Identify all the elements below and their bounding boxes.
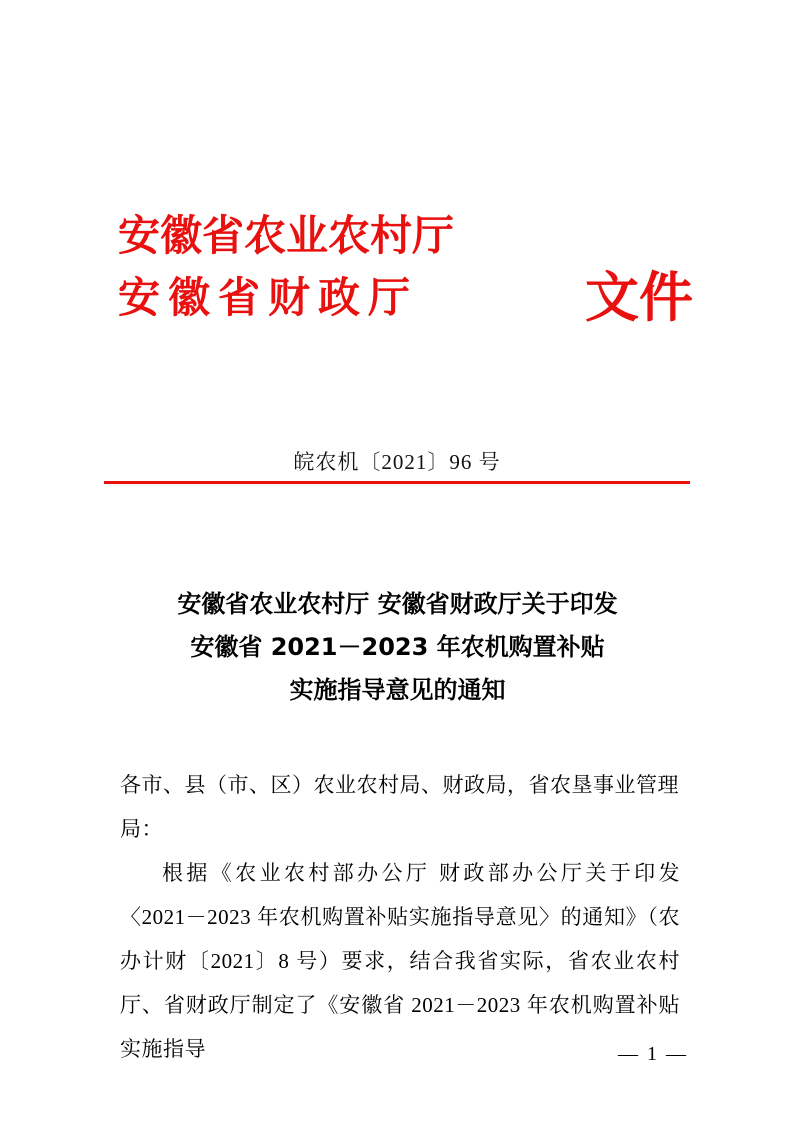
document-title (110, 583, 685, 712)
title-line-1: 安徽省农业农村厅 安徽省财政厅关于印发 (177, 590, 618, 618)
addressee-line-1: 各市、县（市、区）农业农村局、财政局，省农垦事业管理 (120, 773, 679, 797)
letterhead-line-1: 安徽省农业农村厅 (118, 211, 455, 260)
addressee-line-2: 局： (120, 817, 163, 841)
body-paragraph-1: 根据《农业农村部办公厅 财政部办公厅关于印发〈2021－2023 年农机购置补贴实施指导意见〉的通知》（农办计财〔2021〕8 号）要求，结合我省实际，省农业农村厅、省财政厅制定了《安徽省 2021－2023 年农机购置补贴实施指导 (120, 861, 680, 1061)
document-number: 皖农机〔2021〕96 号 (293, 450, 501, 474)
page-number: — 1 — (618, 1043, 688, 1065)
letterhead-line-2: 安徽省财政厅 (118, 273, 419, 322)
title-line-2: 安徽省 2021－2023 年农机购置补贴 (190, 633, 605, 661)
document-body (120, 763, 680, 1071)
letterhead-agency-lines (118, 205, 568, 329)
title-line-3: 实施指导意见的通知 (289, 676, 506, 704)
letterhead-suffix: 文件 (585, 266, 693, 329)
red-divider-rule (104, 481, 690, 484)
letterhead (0, 205, 794, 365)
